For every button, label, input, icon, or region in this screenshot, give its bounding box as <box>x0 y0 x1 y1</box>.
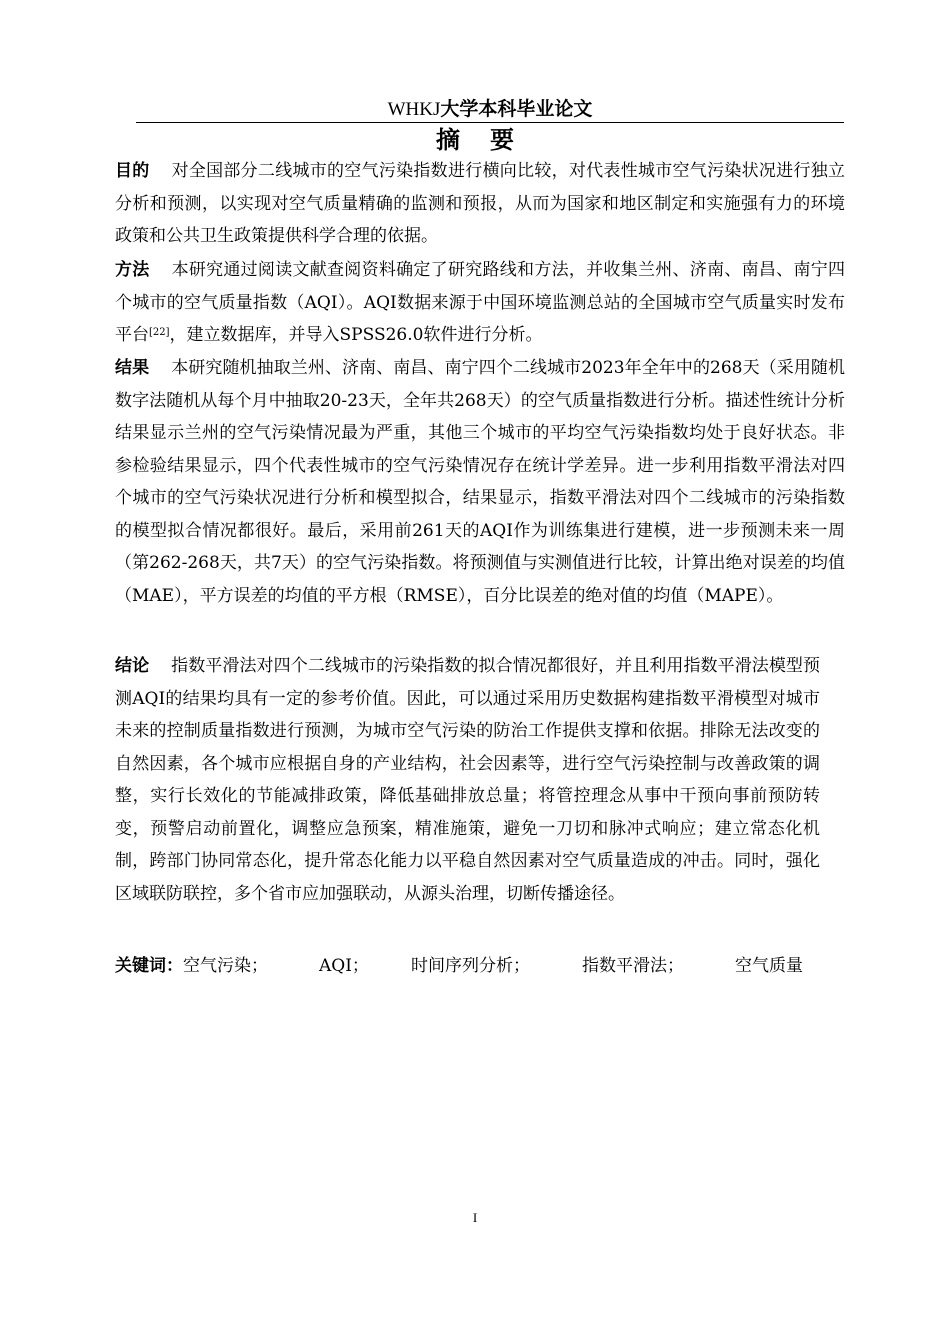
keyword-item: 时间序列分析； <box>411 956 530 976</box>
conclusion-label: 结论 <box>115 656 150 676</box>
keywords-line <box>115 950 845 982</box>
header-title: 大学本科毕业论文 <box>440 98 593 120</box>
keyword-item: AQI； <box>319 956 369 976</box>
method-text-2: ，建立数据库，并导入SPSS26.0软件进行分析。 <box>169 325 543 345</box>
keyword-item: 指数平滑法； <box>582 956 684 976</box>
purpose-label: 目的 <box>115 161 150 181</box>
abstract-title: 摘要 <box>436 126 544 154</box>
citation-ref: [22] <box>149 327 170 338</box>
page-header <box>136 96 844 122</box>
purpose-text: 对全国部分二线城市的空气污染指数进行横向比较，对代表性城市空气污染状况进行独立分析和预测，以实现对空气质量精确的监测和预报，从而为国家和地区制定和实施强有力的环境政策和公共卫生政策提供科学合理的依据。 <box>115 161 846 246</box>
method-label: 方法 <box>115 260 150 280</box>
section-conclusion <box>115 650 820 910</box>
section-purpose <box>115 155 845 253</box>
results-label: 结果 <box>115 358 150 378</box>
section-method <box>115 254 845 352</box>
page-number: I <box>472 1210 478 1225</box>
keywords-label: 关键词： <box>115 956 183 976</box>
conclusion-text: 指数平滑法对四个二线城市的污染指数的拟合情况都很好，并且利用指数平滑法模型预测AQI的结果均具有一定的参考价值。因此，可以通过采用历史数据构建指数平滑模型对城市未来的控制质量指数进行预测，为城市空气污染的防治工作提供支撑和依据。排除无法改变的自然因素，各个城市应根据自身的产业结构，社会因素等，进行空气污染控制与改善政策的调整，实行长效化的节能减排政策，降低基础排放总量；将管控理念从事中干预向事前预防转变，预警启动前置化，调整应急预案，精准施策，避免一刀切和脉冲式响应；建立常态化机制，跨部门协同常态化，提升常态化能力以平稳自然因素对空气质量造成的冲击。同时，强化区域联防联控，多个省市应加强联动，从源头治理，切断传播途径。 <box>115 656 821 904</box>
method-text-1: 本研究通过阅读文献查阅资料确定了研究路线和方法，并收集兰州、济南、南昌、南宁四个城市的空气质量指数（AQI）。AQI数据来源于中国环境监测总站的全国城市空气质量实时发布平台 <box>115 260 846 345</box>
header-latin: WHKJ <box>387 99 441 120</box>
results-text: 本研究随机抽取兰州、济南、南昌、南宁四个二线城市2023年全年中的268天（采用随机数字法随机从每个月中抽取20-23天，全年共268天）的空气质量指数进行分析。描述性统计分析结果显示兰州的空气污染情况最为严重，其他三个城市的平均空气污染指数均处于良好状态。非参检验结果显示，四个代表性城市的空气污染情况存在统计学差异。进一步利用指数平滑法对四个城市的空气污染状况进行分析和模型拟合，结果显示，指数平滑法对四个二线城市的污染指数的模型拟合情况都很好。最后，采用前261天的AQI作为训练集进行建模，进一步预测未来一周（第262-268天，共7天）的空气污染指数。将预测值与实测值进行比较，计算出绝对误差的均值（MAE），平方误差的均值的平方根（RMSE），百分比误差的绝对值的均值（MAPE）。 <box>115 358 846 606</box>
keyword-item: 空气污染； <box>183 956 268 976</box>
keyword-item: 空气质量 <box>735 956 803 976</box>
section-results <box>115 352 845 612</box>
